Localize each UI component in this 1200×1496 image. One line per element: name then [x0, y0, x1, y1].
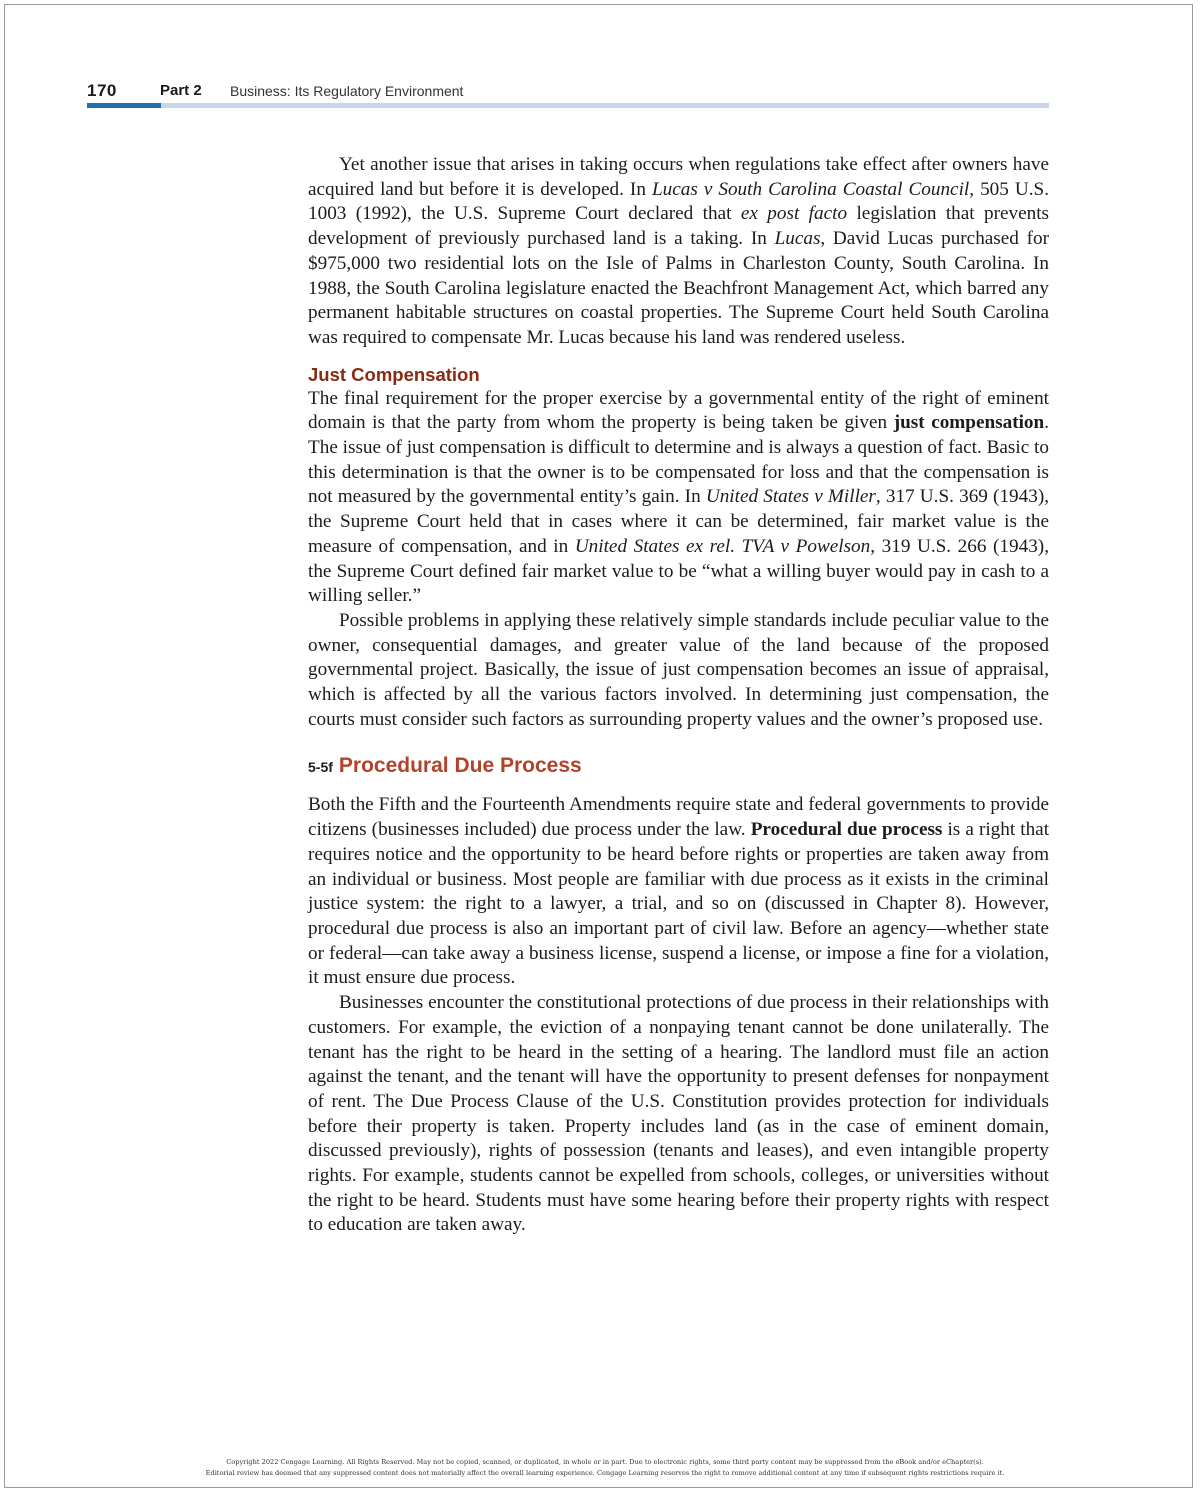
case-citation: Lucas v South Carolina Coastal Council	[651, 178, 970, 200]
case-citation: United States v Miller	[705, 486, 876, 508]
part-label: Part 2	[160, 82, 202, 99]
copyright-footer	[105, 1457, 1105, 1479]
section-heading-procedural-due-process	[308, 752, 1049, 781]
just-compensation-paragraph-1: The final requirement for the proper exercise by a governmental entity of the right of eminent domain is that the party from whom the property is being taken be given just compensation. The issue of just compensation is difficult to determine and is always a question of fact. Basic to this determination is that the owner is to be compensated for loss and that the compensation is not measured by the governmental entity’s gain. In United States v Miller, 317 U.S. 369 (1943), the Supreme Court held that in cases where it can be determined, fair market value is the measure of compensation, and in United States ex rel. TVA v Powelson, 319 U.S. 266 (1943), the Supreme Court defined fair market value to be “what a willing buyer would pay in cash to a willing seller.”	[308, 387, 1050, 607]
due-process-paragraph-2: Businesses encounter the constitutional protections of due process in their relationships with customers. For example, the eviction of a nonpaying tenant cannot be done unilaterally. The tenant has the right to be heard in the setting of a hearing. The landlord must file an action against the tenant, and the tenant will have the opportunity to present defenses for nonpayment of rent. The Due Process Clause of the U.S. Constitution provides protection for individuals before their property is taken. Property includes land (as in the case of eminent domain, discussed previously), rights of possession (tenants and leases), and even intangible property rights. For example, students cannot be expelled from schools, colleges, or universities without the right to be heard. Students must have some hearing before their property rights with respect to education are taken away.	[308, 992, 1049, 1236]
key-term: Procedural due process	[750, 819, 943, 841]
running-head	[87, 81, 1049, 111]
key-term: just compensation	[893, 412, 1045, 434]
case-citation: Lucas	[774, 228, 821, 250]
header-rule-accent	[87, 103, 161, 108]
copyright-line-2: Editorial review has deemed that any suppressed content does not materially affect the overall learning experience. Cengage Learning reserves the right to remove additional content at any time if subsequent rights restrictions require it.	[205, 1469, 1005, 1477]
header-rule	[87, 103, 1049, 108]
page	[4, 4, 1193, 1488]
due-process-paragraph-1: Both the Fifth and the Fourteenth Amendments require state and federal governments to provide citizens (businesses included) due process under the law. Procedural due process is a right that requires notice and the opportunity to be heard before rights or properties are taken away from an individual or business. Most people are familiar with due process as it exists in the criminal justice system: the right to a lawyer, a trial, and so on (discussed in Chapter 8). However, procedural due process is also an important part of civil law. Before an agency—whether state or federal—can take away a business license, suspend a license, or impose a fine for a violation, it must ensure due process.	[308, 794, 1050, 989]
case-citation: United States ex rel. TVA v Powelson	[574, 535, 871, 557]
just-compensation-paragraph-2: Possible problems in applying these relatively simple standards include peculiar value to the owner, consequential damages, and greater value of the land because of the proposed governmental project. Basically, the issue of just compensation becomes an issue of appraisal, which is affected by all the various factors involved. In determining just compensation, the courts must consider such factors as surrounding property values and the owner’s proposed use.	[308, 609, 1049, 730]
page-number: 170	[87, 81, 117, 100]
part-title: Business: Its Regulatory Environment	[230, 83, 464, 99]
body-text	[308, 153, 1049, 1238]
section-number: 5-5f	[308, 759, 333, 776]
subheading-just-compensation: Just Compensation	[308, 363, 480, 385]
intro-paragraph: Yet another issue that arises in taking occurs when regulations take effect after owners have acquired land but before it is developed. In Lucas v South Carolina Coastal Council, 505 U.S. 1003 (1992), the U.S. Supreme Court declared that ex post facto legislation that prevents development of previously purchased land is a taking. In Lucas, David Lucas purchased for $975,000 two residential lots on the Isle of Palms in Charleston County, South Carolina. In 1988, the South Carolina legislature enacted the Beachfront Management Act, which barred any permanent habitable structures on coastal properties. The Supreme Court held South Carolina was required to compensate Mr. Lucas because his land was rendered useless.	[308, 154, 1050, 348]
section-title: Procedural Due Process	[338, 754, 582, 778]
latin-term: ex post facto	[740, 203, 848, 225]
copyright-line-1: Copyright 2022 Cengage Learning. All Rights Reserved. May not be copied, scanned, or duplicated, in whole or in part. Due to electronic rights, some third party content may be suppressed from the eBook and/or eChapter(s).	[226, 1458, 984, 1466]
